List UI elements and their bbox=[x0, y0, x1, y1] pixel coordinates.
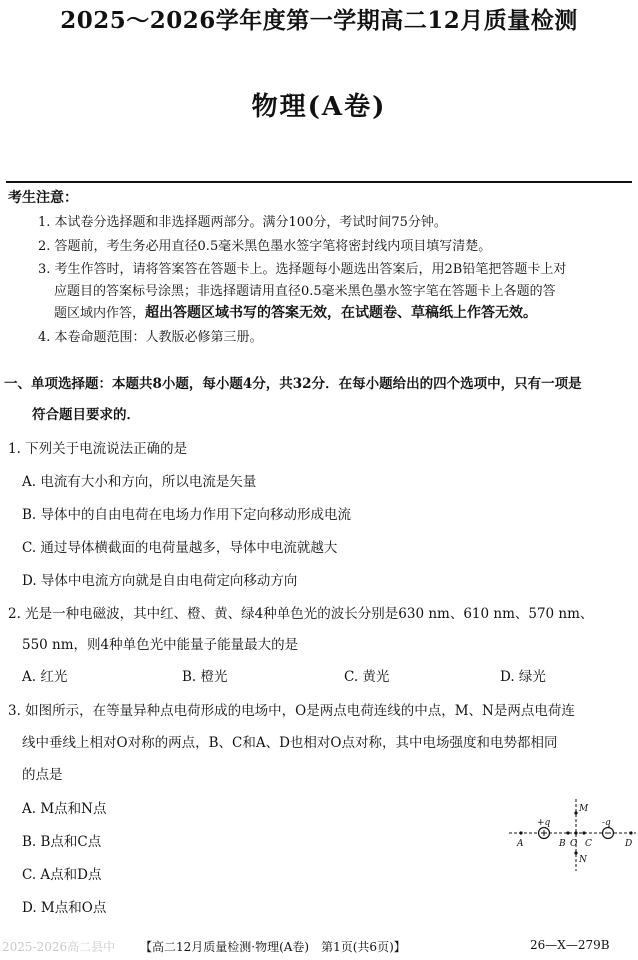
label-b: B bbox=[559, 839, 566, 849]
charges-figure bbox=[507, 795, 638, 875]
question-3-stem-cont2: 的点是 bbox=[22, 767, 63, 783]
point-o-dot bbox=[574, 831, 577, 834]
paper-code: 26—X—279B bbox=[530, 938, 610, 952]
exam-title: 2025～2026学年度第一学期高二12月质量检测 bbox=[60, 7, 578, 34]
label-c: C bbox=[585, 839, 592, 849]
notice-item-3-cont: 应题目的答案标号涂黑；非选择题请用直径0.5毫米黑色墨水签字笔在答题卡上各题的答 bbox=[54, 284, 556, 299]
label-m: M bbox=[579, 804, 589, 814]
question-2-option-b: B. 橙光 bbox=[182, 669, 228, 685]
question-1-option-c: C. 通过导体横截面的电荷量越多，导体中电流就越大 bbox=[22, 540, 338, 556]
question-2-option-a: A. 红光 bbox=[22, 669, 68, 685]
question-1-option-a: A. 电流有大小和方向，所以电流是矢量 bbox=[22, 474, 257, 490]
section-heading: 一、单项选择题：本题共8小题，每小题4分，共32分．在每小题给出的四个选项中，只有一项是 bbox=[4, 376, 582, 392]
question-1-option-b: B. 导体中的自由电荷在电场力作用下定向移动形成电流 bbox=[22, 507, 352, 523]
notice-item-2: 2. 答题前，考生务必用直径0.5毫米黑色墨水签字笔将密封线内项目填写清楚。 bbox=[38, 239, 492, 254]
notice-item-4: 4. 本卷命题范围：人教版必修第三册。 bbox=[38, 330, 263, 345]
question-2-stem: 2. 光是一种电磁波，其中红、橙、黄、绿4种单色光的波长分别是630 nm、610 nm、570 nm、 bbox=[8, 606, 594, 622]
question-3-option-c: C. A点和D点 bbox=[22, 867, 102, 883]
notice-item-3: 3. 考生作答时，请将答案答在答题卡上。选择题每小题选出答案后，用2B铅笔把答题卡上对 bbox=[38, 262, 567, 277]
point-d-dot bbox=[629, 831, 632, 834]
question-1-option-d: D. 导体中电流方向就是自由电荷定向移动方向 bbox=[22, 573, 298, 589]
point-b-dot bbox=[566, 831, 569, 834]
point-m-dot bbox=[574, 811, 577, 814]
question-2-option-d: D. 绿光 bbox=[500, 669, 546, 685]
watermark-text: 2025-2026高二县中 bbox=[2, 940, 116, 954]
point-n-dot bbox=[574, 851, 577, 854]
question-3-stem-cont: 线中垂线上相对O对称的两点，B、C和A、D也相对O点对称，其中电场强度和电势都相同 bbox=[22, 735, 558, 751]
point-a-dot bbox=[519, 831, 522, 834]
header-divider bbox=[6, 181, 632, 183]
notice-item-3-cont2 bbox=[54, 302, 537, 322]
question-3-option-a: A. M点和N点 bbox=[22, 801, 107, 817]
page-footer: 【高二12月质量检测·物理(A卷) 第1页(共6页)】 bbox=[140, 940, 406, 954]
question-2-option-c: C. 黄光 bbox=[344, 669, 390, 685]
notice-warning: 超出答题区域书写的答案无效，在试题卷、草稿纸上作答无效。 bbox=[145, 305, 538, 321]
question-3-stem: 3. 如图所示，在等量异种点电荷形成的电场中，O是两点电荷连线的中点，M、N是两点电荷连 bbox=[8, 703, 575, 719]
label-plus-q: +q bbox=[537, 818, 551, 828]
question-1-stem: 1. 下列关于电流说法正确的是 bbox=[8, 441, 188, 457]
label-a: A bbox=[517, 839, 524, 849]
notice-item-3-tail: 题区域内作答， bbox=[54, 306, 146, 321]
question-2-stem-cont: 550 nm，则4种单色光中能量子能量最大的是 bbox=[22, 637, 299, 653]
point-c-dot bbox=[582, 831, 585, 834]
label-n: N bbox=[579, 855, 587, 865]
label-minus-q: -q bbox=[602, 818, 611, 828]
question-3-option-b: B. B点和C点 bbox=[22, 834, 102, 850]
label-d: D bbox=[625, 839, 633, 849]
label-o: O bbox=[570, 839, 578, 849]
question-3-option-d: D. M点和O点 bbox=[22, 900, 107, 916]
notice-item-1: 1. 本试卷分选择题和非选择题两部分。满分100分，考试时间75分钟。 bbox=[38, 215, 447, 230]
notice-heading: 考生注意： bbox=[8, 190, 78, 206]
subject-title: 物理(A卷) bbox=[251, 92, 387, 122]
section-heading-cont: 符合题目要求的． bbox=[32, 407, 140, 423]
